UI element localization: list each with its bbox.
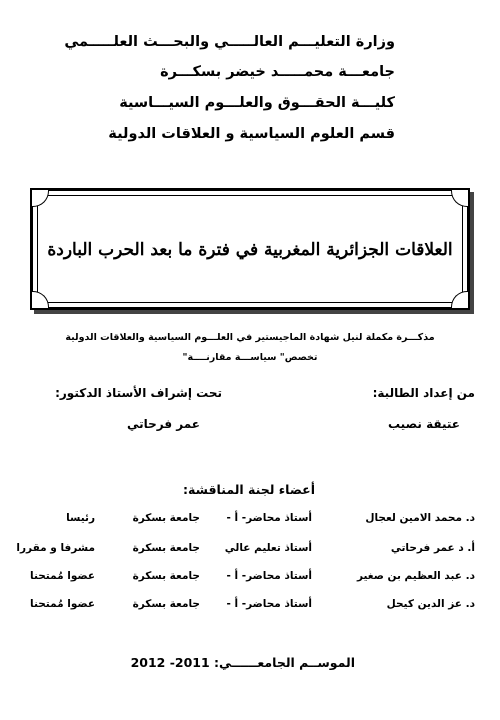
member-role: عضوا مُمتحنا xyxy=(30,570,95,582)
title-frame xyxy=(30,188,470,310)
member-name: د. عز الدين كيحل xyxy=(386,598,475,610)
ministry-line: وزارة التعليـــم العالـــــي والبحـــث العلـــــمي xyxy=(64,34,395,50)
member-rank: أستاذ محاضر- أ - xyxy=(226,570,312,582)
member-university: جامعة بسكرة xyxy=(132,542,200,554)
committee-row xyxy=(0,570,500,590)
frame-corner-ornament xyxy=(32,190,49,207)
frame-corner-ornament xyxy=(451,291,468,308)
academic-year: الموســم الجامعــــــي: 2011- 2012 xyxy=(130,655,355,670)
department-line: قسم العلوم السياسية و العلاقات الدولية xyxy=(108,126,395,142)
university-line: جامعـــة محمـــــد خيضر بسكـــرة xyxy=(160,64,395,80)
member-rank: أستاذ محاضر- أ - xyxy=(226,598,312,610)
memo-description: مذكـــرة مكملة لنيل شهادة الماجيستير في العلـــوم السياسية والعلاقات الدولية xyxy=(65,332,435,343)
member-role: مشرفا و مقررا xyxy=(16,542,95,554)
thesis-title: العلاقات الجزائرية المغربية في فترة ما بعد الحرب الباردة xyxy=(47,240,453,260)
student-name: عتيقة نصيب xyxy=(387,417,460,431)
member-name: أ. د عمر فرحاتي xyxy=(390,542,475,554)
member-role: عضوا مُمتحنا xyxy=(30,598,95,610)
specialization: تخصص" سياســـة مقارنــــة" xyxy=(182,352,318,363)
member-name: د. عبد العظيم بن صغير xyxy=(356,570,475,582)
committee-title: أعضاء لجنة المناقشة: xyxy=(183,482,315,497)
supervisor-name: عمر فرحاتي xyxy=(126,417,200,431)
member-rank: أستاذ تعليم عالي xyxy=(224,542,312,554)
committee-row xyxy=(0,542,500,562)
frame-corner-ornament xyxy=(32,291,49,308)
committee-row xyxy=(0,598,500,618)
member-university: جامعة بسكرة xyxy=(132,598,200,610)
frame-corner-ornament xyxy=(451,190,468,207)
faculty-line: كليـــة الحقـــوق والعلـــوم السيـــاسية xyxy=(119,95,395,111)
member-university: جامعة بسكرة xyxy=(132,512,200,524)
committee-row xyxy=(0,512,500,532)
member-role: رئيسا xyxy=(66,512,95,524)
member-rank: أستاذ محاضر- أ - xyxy=(226,512,312,524)
supervision-label: تحت إشراف الأستاذ الدكتور: xyxy=(55,386,222,400)
member-name: د. محمد الامين لعجال xyxy=(365,512,475,524)
member-university: جامعة بسكرة xyxy=(132,570,200,582)
prepared-by-label: من إعداد الطالبة: xyxy=(372,386,475,400)
